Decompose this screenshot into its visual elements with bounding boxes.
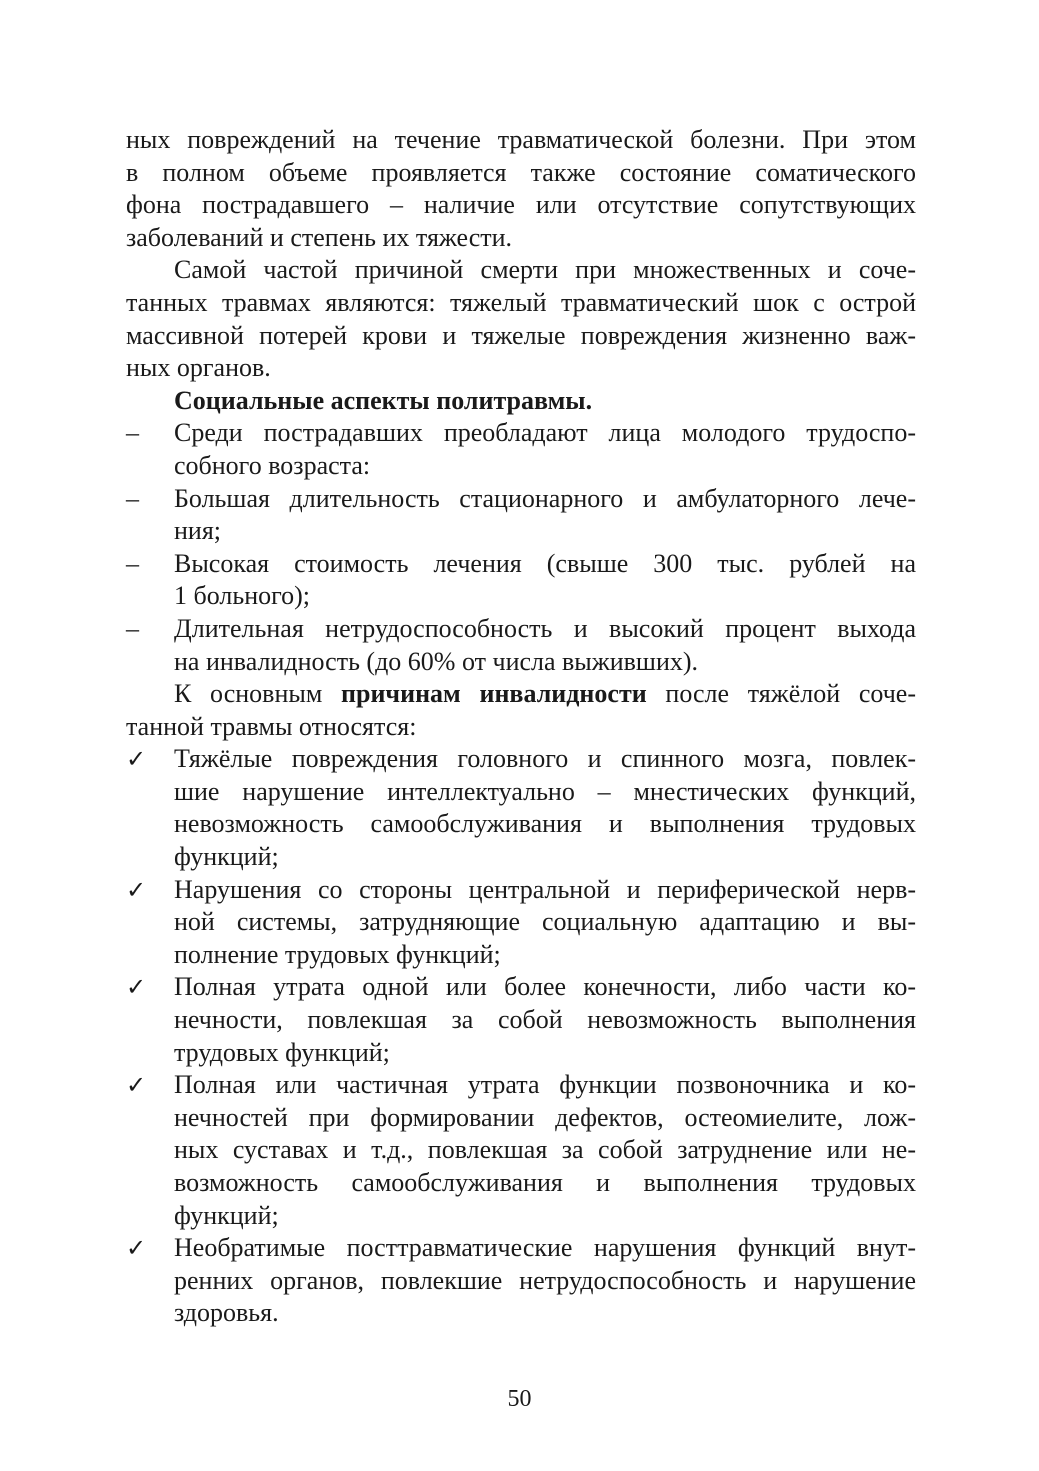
- checkmark-icon: ✓: [126, 875, 147, 904]
- text-line: функций;: [174, 1200, 279, 1230]
- page-body: [126, 124, 916, 1330]
- page-number: 50: [507, 1386, 532, 1412]
- text-line: заболеваний и степень их тяжести.: [126, 222, 513, 252]
- checkmark-icon: ✓: [126, 1234, 147, 1263]
- text-line: Длительная нетрудоспособность и высокий процент выхода: [174, 613, 916, 643]
- list-item: [126, 1232, 916, 1330]
- dash-marker: –: [126, 548, 139, 578]
- list-item: [126, 743, 916, 873]
- text-line: здоровья.: [174, 1298, 279, 1328]
- dash-list: [126, 417, 916, 678]
- list-item: [126, 1069, 916, 1232]
- text-line: ренних органов, повлекшие нетрудоспособность и нарушение: [174, 1265, 916, 1295]
- dash-marker: –: [126, 418, 139, 448]
- list-item: [126, 874, 916, 972]
- paragraph-intro: [126, 124, 916, 254]
- text-line: Самой частой причиной смерти при множественных и соче-: [174, 255, 916, 285]
- text-line: нечности, повлекшая за собой невозможность выполнения: [174, 1005, 916, 1035]
- list-item: [126, 548, 916, 613]
- dash-marker: –: [126, 483, 139, 513]
- list-item: [126, 483, 916, 548]
- list-item: [126, 971, 916, 1069]
- text-line: массивной потерей крови и тяжелые повреждения жизненно важ-: [126, 320, 916, 350]
- list-item: [126, 417, 916, 482]
- checkmark-icon: ✓: [126, 973, 147, 1002]
- text-line: полнение трудовых функций;: [174, 939, 501, 969]
- text-line: 1 больного);: [174, 581, 311, 611]
- dash-marker: –: [126, 613, 139, 643]
- text-line: ния;: [174, 516, 222, 546]
- text-line: нечностей при формировании дефектов, остеомиелите, лож-: [174, 1102, 916, 1132]
- text-line: ных повреждений на течение травматической болезни. При этом: [126, 125, 916, 154]
- text-line: фона пострадавшего – наличие или отсутствие сопутствующих: [126, 190, 916, 220]
- text-line: Полная или частичная утрата функции позвоночника и ко-: [174, 1070, 916, 1100]
- list-item: [126, 613, 916, 678]
- text-line: собного возраста:: [174, 450, 371, 480]
- text-line: на инвалидность (до 60% от числа выживших).: [174, 646, 699, 676]
- text-line: в полном объеме проявляется также состояние соматического: [126, 157, 916, 187]
- text-line: Необратимые посттравматические нарушения функций внут-: [174, 1233, 916, 1263]
- text-line: Среди пострадавших преобладают лица молодого трудоспо-: [174, 418, 916, 448]
- text-line: Высокая стоимость лечения (свыше 300 тыс. рублей на: [174, 548, 916, 578]
- checkmark-icon: ✓: [126, 745, 147, 774]
- text-run: К основным: [174, 679, 341, 709]
- text-line: Большая длительность стационарного и амбулаторного лече-: [174, 483, 916, 513]
- text-line: Тяжёлые повреждения головного и спинного мозга, повлек-: [174, 744, 916, 774]
- text-line: трудовых функций;: [174, 1037, 390, 1067]
- paragraph-death-causes: [126, 254, 916, 384]
- text-run: после тяжёлой соче-: [646, 679, 916, 709]
- text-line: невозможность самообслуживания и выполнения трудовых: [174, 809, 916, 839]
- text-line: ных суставах и т.д., повлекшая за собой затруднение или не-: [174, 1135, 916, 1165]
- paragraph-disability: [126, 678, 916, 743]
- text-line: танной травмы относятся:: [126, 711, 417, 741]
- text-line: функций;: [174, 842, 279, 872]
- section-heading: Социальные аспекты политравмы.: [174, 385, 593, 415]
- text-line: возможность самообслуживания и выполнения трудовых: [174, 1168, 916, 1197]
- text-line: [126, 678, 916, 711]
- checkmark-icon: ✓: [126, 1071, 147, 1100]
- text-line: шие нарушение интеллектуально – мнестических функций,: [174, 776, 916, 806]
- text-line: ной системы, затрудняющие социальную адаптацию и вы-: [174, 907, 916, 937]
- text-line: Нарушения со стороны центральной и периферической нерв-: [174, 874, 916, 904]
- text-line: Полная утрата одной или более конечности, либо части ко-: [174, 972, 916, 1002]
- text-line: танных травмах являются: тяжелый травматический шок с острой: [126, 287, 916, 317]
- emphasis-text: причинам инвалидности: [341, 679, 647, 709]
- check-list: [126, 743, 916, 1330]
- text-line: ных органов.: [126, 353, 271, 383]
